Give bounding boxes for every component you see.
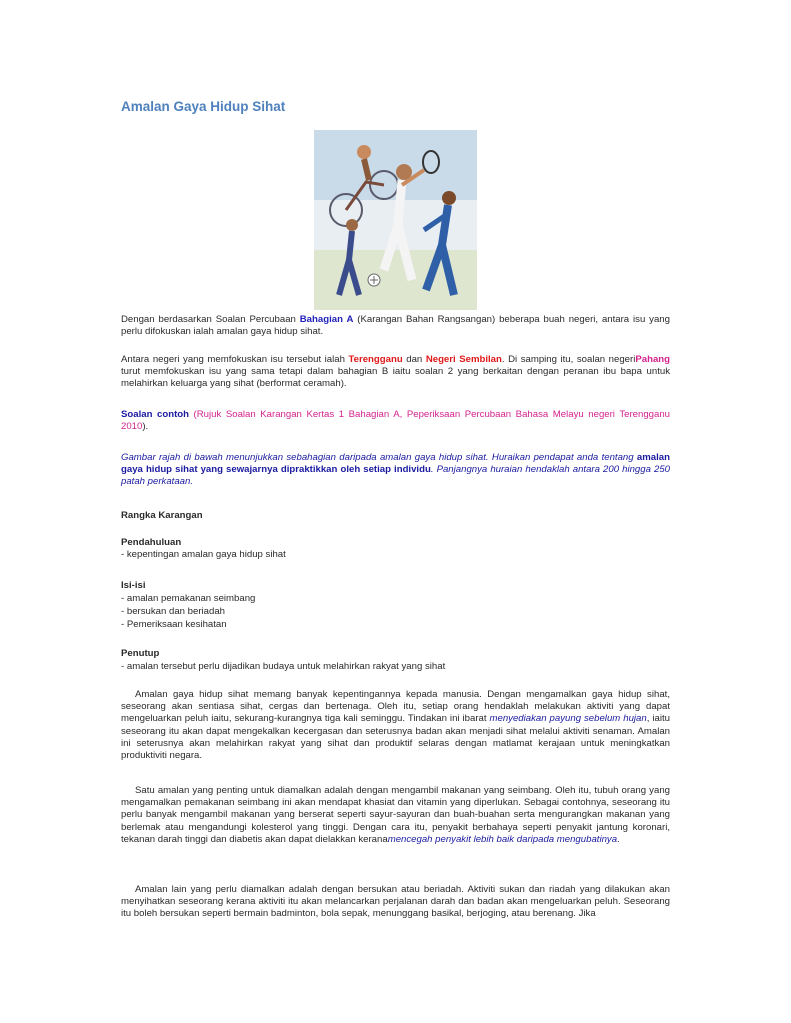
close-item: - amalan tersebut perlu dijadikan budaya untuk melahirkan rakyat yang sihat: [121, 661, 446, 672]
intro-item: - kepentingan amalan gaya hidup sihat: [121, 549, 286, 560]
essay-paragraph-3: Amalan lain yang perlu diamalkan adalah dengan bersukan atau beriadah. Aktiviti sukan dan riadah yang dilakukan akan menyihatkan seseorang kerana aktiviti itu akan melancarkan perjalanan darah dan badan akan mengeluarkan peluh. Seseorang itu boleh bersukan seperti bermain badminton, bola sepak, menunggang basikal, berjoging, atau berenang. Jika: [121, 884, 670, 920]
essay-paragraph-1: Amalan gaya hidup sihat memang banyak kepentingannya kepada manusia. Dengan mengamalkan gaya hidup sihat, seseorang akan sentiasa sihat, cergas dan bertenaga. Oleh itu, setiap orang hendaklah melakukan aktiviti yang dapat mengeluarkan peluh iaitu, sekurang-kurangnya tiga kali seminggu. Tindakan ini ibarat menyediakan payung sebelum hujan, iaitu seseorang itu akan dapat mengekalkan kecergasan dan seterusnya badan akan menjadi sihat melalui aktiviti senaman. Amalan ini seterusnya akan melahirkan rakyat yang sihat dan produktif selaras dengan matlamat kerajaan untuk meningkatkan produktiviti negara.: [121, 689, 670, 762]
intro-heading: Pendahuluan: [121, 537, 182, 548]
essay-paragraph-2: Satu amalan yang penting untuk diamalkan adalah dengan mengambil makanan yang seimbang. Oleh itu, tubuh orang yang mengamalkan pemakanan seimbang ini akan mendapat khasiat dan vitamin yang diperlukan. Sebagai contohnya, seseorang itu perlu banyak mengambil makanan yang berserat seperti sayur-sayuran dan buah-buahan serta mengurangkan makanan yang berlemak atau mengandungi kolesterol yang tinggi. Dengan cara itu, penyakit berbahaya seperti penyakit jantung koronari, tekanan darah tinggi dan diabetis akan dapat dielakkan keranamencegah penyakit lebih baik daripada mengubatinya.: [121, 785, 670, 845]
sample-question-paragraph: Soalan contoh (Rujuk Soalan Karangan Kertas 1 Bahagian A, Peperiksaan Percubaan Bahasa Melayu negeri Terengganu 2010).: [121, 409, 671, 433]
body-heading: Isi-isi: [121, 580, 146, 591]
sports-illustration: [314, 130, 477, 310]
intro-paragraph: Dengan berdasarkan Soalan Percubaan Bahagian A (Karangan Bahan Rangsangan) beberapa buah negeri, antara isu yang perlu difokuskan ialah amalan gaya hidup sihat.: [121, 314, 670, 338]
page-title: Amalan Gaya Hidup Sihat: [121, 99, 286, 114]
outline-heading: Rangka Karangan: [121, 510, 203, 521]
states-paragraph: Antara negeri yang memfokuskan isu tersebut ialah Terengganu dan Negeri Sembilan. Di samping itu, soalan negeriPahang turut memfokuskan isu yang sama tetapi dalam bahagian B iaitu soalan 2 yang berkaitan dengan peranan ibu bapa untuk melahirkan keluarga yang sihat (berformat ceramah).: [121, 354, 670, 390]
question-prompt: Gambar rajah di bawah menunjukkan sebahagian daripada amalan gaya hidup sihat. Huraikan pendapat anda tentang amalan gaya hidup sihat yang sewajarnya dipraktikkan oleh setiap individu. Panjangnya huraian hendaklah antara 200 hingga 250 patah perkataan.: [121, 452, 670, 488]
body-item: - Pemeriksaan kesihatan: [121, 619, 227, 630]
close-heading: Penutup: [121, 648, 160, 659]
body-item: - amalan pemakanan seimbang: [121, 593, 256, 604]
body-item: - bersukan dan beriadah: [121, 606, 226, 617]
